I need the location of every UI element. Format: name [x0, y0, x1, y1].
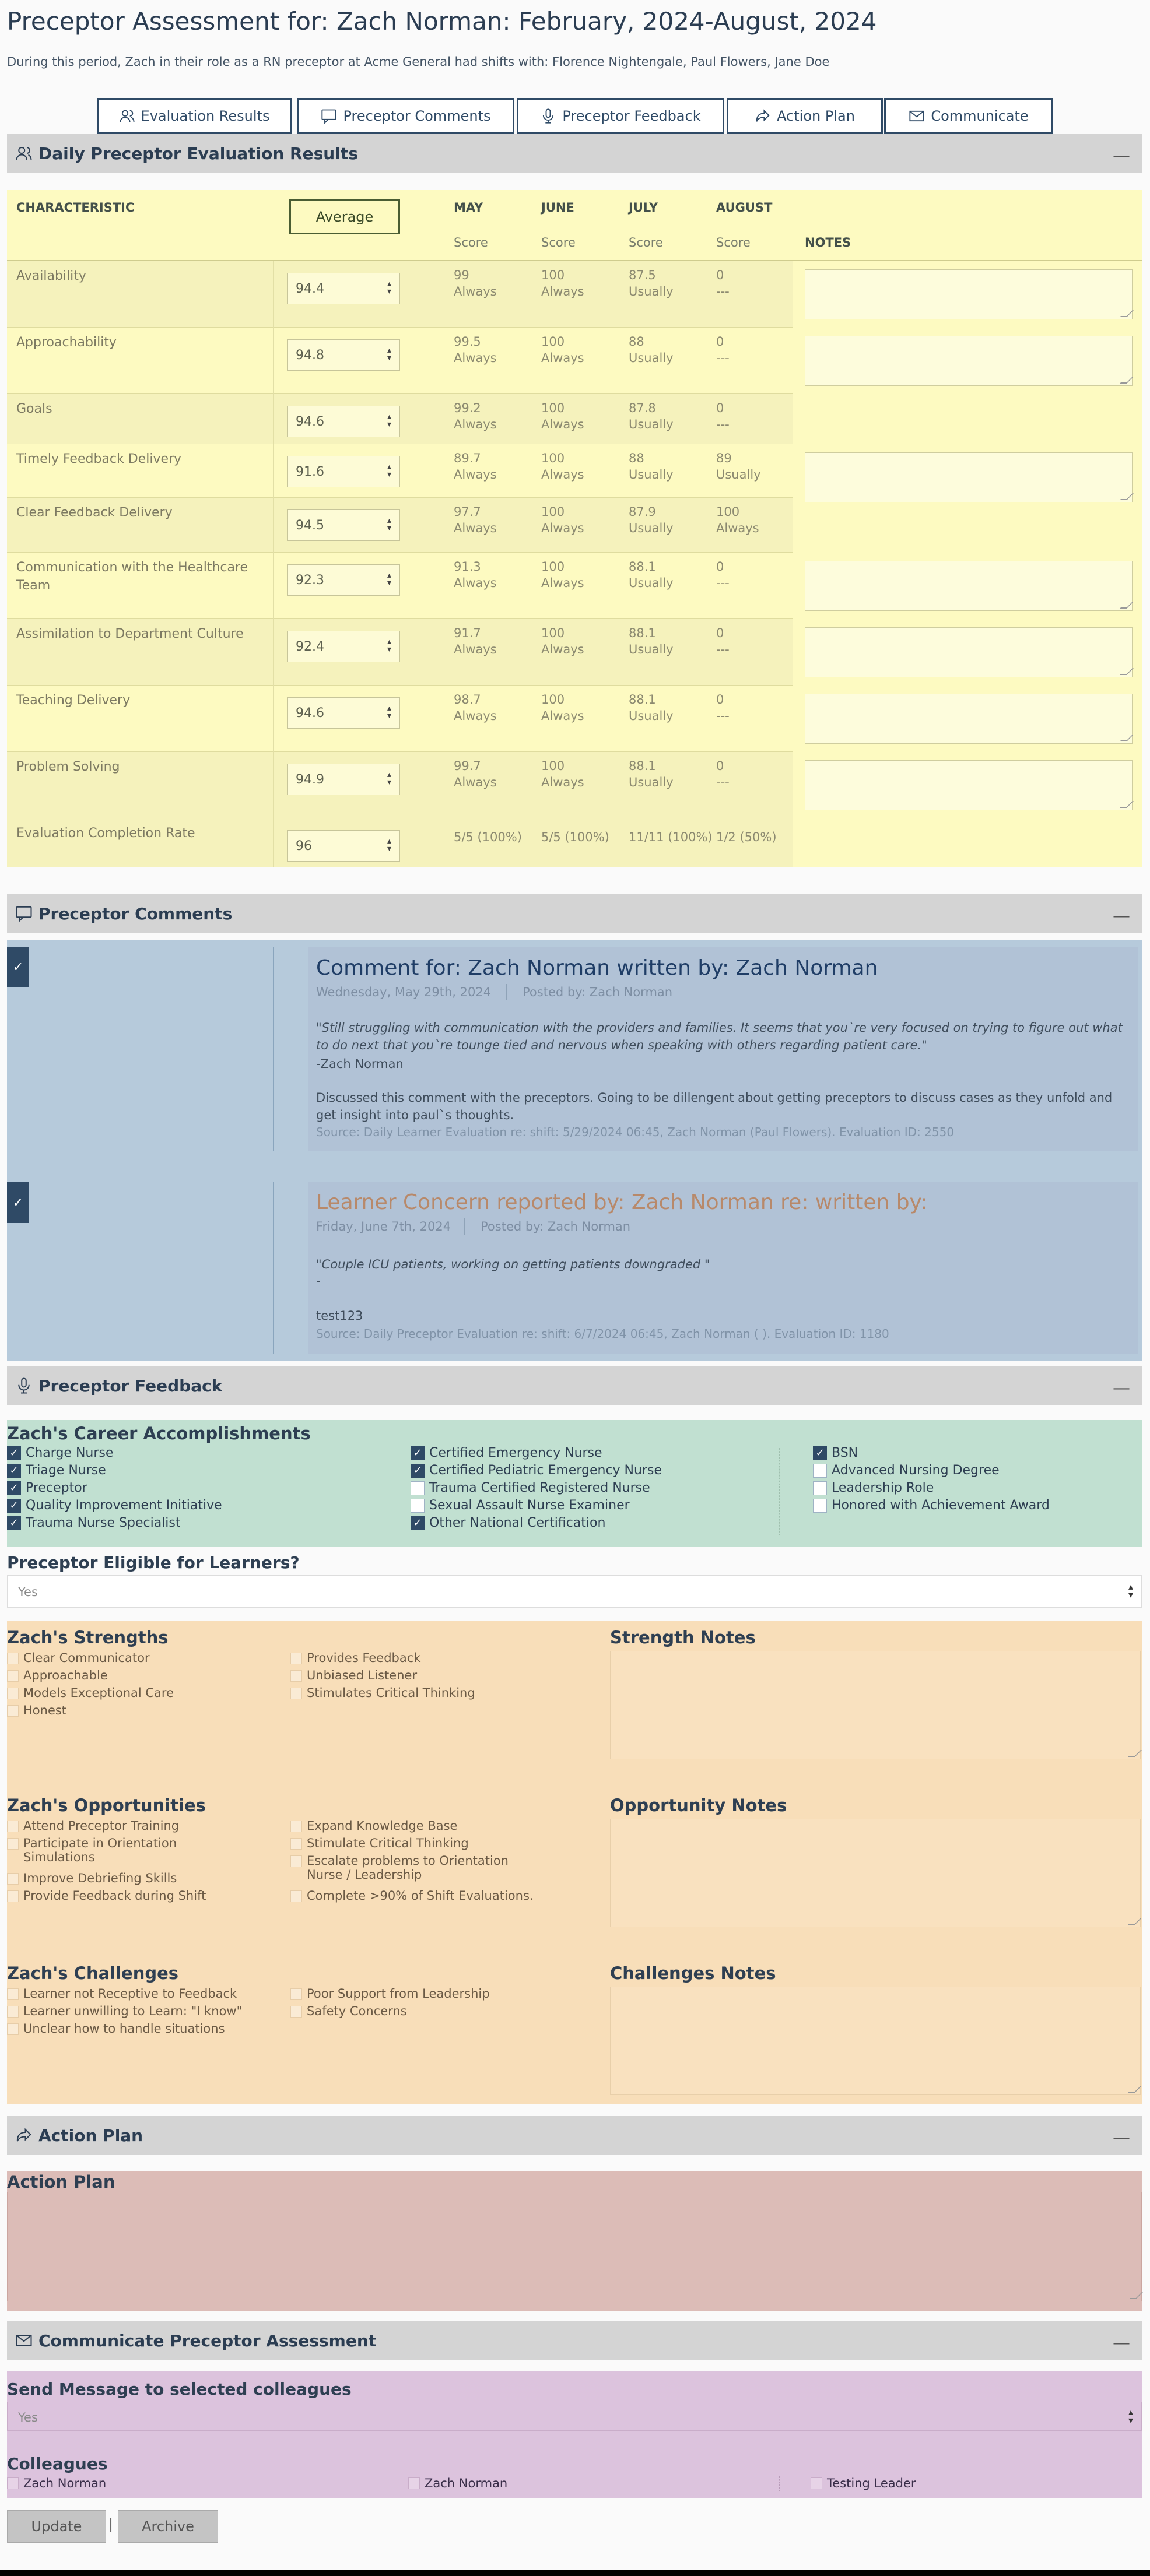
strength-notes-textarea[interactable]	[610, 1651, 1141, 1759]
opportunity-notes-textarea[interactable]	[610, 1819, 1141, 1927]
checkbox-icon	[408, 2477, 420, 2489]
section-title: Preceptor Comments	[38, 904, 233, 923]
strengths-checkbox[interactable]	[290, 1686, 475, 1700]
completion-rate: 11/11 (100%)	[629, 830, 713, 844]
comment-check-icon[interactable]: ✓	[7, 1182, 29, 1223]
characteristic-name: Communication with the Healthcare Team	[16, 560, 248, 593]
completion-rate: 1/2 (50%)	[716, 830, 777, 844]
strengths-title: Zach's Strengths	[7, 1628, 169, 1647]
accomplishment-checkbox[interactable]	[7, 1446, 113, 1460]
colleague-checkbox[interactable]	[408, 2476, 507, 2490]
colleagues-label: Colleagues	[7, 2454, 108, 2473]
checkbox-icon	[7, 1838, 19, 1850]
notes-header: NOTES	[805, 236, 851, 249]
notes-textarea[interactable]	[805, 336, 1133, 386]
checkbox-checked-icon: ✓	[7, 1464, 21, 1478]
checkbox-icon	[290, 1988, 302, 2000]
average-value: 94.9	[296, 772, 324, 787]
checkbox-icon	[7, 1653, 19, 1664]
month-score: 100 Always	[541, 693, 584, 723]
checkbox-icon	[7, 2006, 19, 2018]
score-label: Score	[454, 236, 488, 249]
checkbox-icon	[813, 1464, 827, 1478]
checkbox-icon	[7, 1705, 19, 1717]
average-value: 94.6	[296, 706, 324, 721]
month-score: 0 ---	[716, 335, 730, 365]
characteristic-name: Timely Feedback Delivery	[16, 452, 182, 466]
stepper-icon[interactable]: ▴ ▾	[387, 770, 391, 787]
challenges-checkbox[interactable]	[290, 1987, 490, 2001]
month-score: 100 Always	[541, 759, 584, 789]
column-divider	[779, 1448, 780, 1535]
accomplishment-checkbox[interactable]	[411, 1481, 650, 1495]
challenges-label: Safety Concerns	[307, 2004, 407, 2018]
challenges-label: Unclear how to handle situations	[23, 2022, 225, 2036]
accomplishment-label: Certified Emergency Nurse	[429, 1446, 602, 1460]
colleague-checkbox[interactable]	[811, 2476, 916, 2490]
checkbox-icon	[290, 1688, 302, 1699]
stepper-icon[interactable]: ▴ ▾	[387, 346, 391, 363]
opportunities-label: Expand Knowledge Base	[307, 1819, 458, 1833]
opportunities-title: Zach's Opportunities	[7, 1795, 206, 1815]
opportunities-label: Participate in Orientation Simulations	[23, 1836, 177, 1864]
notes-textarea[interactable]	[805, 627, 1133, 677]
strengths-label: Clear Communicator	[23, 1651, 150, 1665]
accomplishment-checkbox[interactable]	[813, 1481, 934, 1495]
strengths-label: Provides Feedback	[307, 1651, 421, 1665]
section-title: Preceptor Feedback	[38, 1376, 223, 1396]
month-score: 91.7 Always	[454, 626, 497, 656]
select-arrows-icon: ▴ ▾	[1128, 1581, 1133, 1600]
page-subtitle: During this period, Zach in their role as a RN preceptor at Acme General had shifts with: Florence Nightengale, Paul Flowers, Jane Doe	[7, 55, 830, 69]
accomplishment-label: Certified Pediatric Emergency Nurse	[429, 1463, 662, 1478]
colleague-name: Zach Norman	[425, 2476, 508, 2490]
strengths-label: Approachable	[23, 1668, 108, 1682]
stepper-icon[interactable]: ▴ ▾	[387, 704, 391, 721]
characteristic-name: Assimilation to Department Culture	[16, 627, 244, 641]
month-score: 98.7 Always	[454, 693, 497, 723]
month-score: 100 Always	[541, 626, 584, 656]
notes-textarea[interactable]	[805, 269, 1133, 319]
stepper-icon[interactable]: ▴ ▾	[387, 571, 391, 588]
challenges-label: Learner not Receptive to Feedback	[23, 1987, 237, 2001]
month-score: 99.5 Always	[454, 335, 497, 365]
average-value: 92.4	[296, 639, 324, 654]
challenges-checkbox[interactable]	[290, 2004, 407, 2018]
month-score: 91.3 Always	[454, 560, 497, 590]
nav-label: Evaluation Results	[141, 108, 270, 124]
accomplishment-checkbox[interactable]	[7, 1463, 106, 1478]
nav-evaluation-results-button[interactable]	[97, 98, 292, 134]
strength-notes-label: Strength Notes	[610, 1628, 756, 1647]
month-score: 88.1 Usually	[629, 693, 674, 723]
collapse-icon[interactable]: —	[1113, 906, 1130, 926]
section-header-evaluation[interactable]	[7, 134, 1142, 173]
collapse-icon[interactable]: —	[1113, 146, 1130, 166]
strengths-checkbox[interactable]	[7, 1651, 150, 1665]
accomplishment-checkbox[interactable]	[411, 1498, 630, 1513]
month-score: 88.1 Usually	[629, 626, 674, 656]
column-divider	[273, 261, 274, 867]
opportunities-checkbox[interactable]	[7, 1819, 179, 1833]
challenges-notes-label: Challenges Notes	[610, 1963, 776, 1983]
month-header: AUGUST	[716, 201, 773, 215]
send-message-value: Yes	[18, 2410, 38, 2424]
month-score: 0 ---	[716, 268, 730, 298]
comment-posted-by: Posted by: Zach Norman	[523, 985, 673, 999]
average-input[interactable]	[287, 631, 400, 662]
colleague-name: Testing Leader	[827, 2476, 916, 2490]
average-value: 94.5	[296, 518, 324, 533]
section-header-communicate[interactable]	[7, 2321, 1142, 2360]
opportunities-checkbox[interactable]	[290, 1889, 534, 1903]
section-title: Daily Preceptor Evaluation Results	[38, 143, 358, 163]
accomplishment-checkbox[interactable]	[7, 1498, 222, 1513]
checkbox-icon	[7, 1688, 19, 1699]
month-score: 0 ---	[716, 560, 730, 590]
month-score: 0 ---	[716, 759, 730, 789]
comment-card	[308, 947, 1138, 1151]
average-input[interactable]	[287, 830, 400, 862]
comment-title: Comment for: Zach Norman written by: Zach Norman	[316, 956, 878, 980]
microphone-icon	[540, 108, 556, 124]
comment-discussion: Discussed this comment with the preceptors. Going to be dillengent about getting preceptors to discuss cases as they unfold and get insight into paul`s thoughts.	[316, 1091, 1113, 1122]
accomplishment-checkbox[interactable]	[813, 1446, 858, 1460]
strengths-checkbox[interactable]	[7, 1668, 108, 1682]
nav-label: Action Plan	[777, 108, 855, 124]
meta-divider	[464, 1218, 465, 1235]
month-score: 97.7 Always	[454, 505, 497, 535]
checkbox-icon	[7, 1873, 19, 1885]
month-score: 88 Usually	[629, 451, 674, 482]
challenges-checkbox[interactable]	[7, 2022, 225, 2036]
checkbox-icon	[7, 2477, 19, 2489]
average-value: 96	[296, 839, 312, 853]
opportunities-checkbox[interactable]	[290, 1836, 469, 1850]
strengths-checkbox[interactable]	[7, 1703, 66, 1717]
eligible-value: Yes	[18, 1585, 38, 1599]
characteristic-name: Availability	[16, 269, 86, 283]
checkbox-icon	[290, 1821, 302, 1832]
average-input[interactable]	[287, 339, 400, 371]
completion-rate: 5/5 (100%)	[454, 830, 522, 844]
checkbox-icon	[811, 2477, 822, 2489]
strengths-label: Unbiased Listener	[307, 1668, 418, 1682]
checkbox-icon	[813, 1481, 827, 1495]
opportunities-label: Provide Feedback during Shift	[23, 1889, 206, 1903]
month-score: 100 Always	[541, 335, 584, 365]
section-header-feedback[interactable]	[7, 1366, 1142, 1405]
checkbox-checked-icon: ✓	[411, 1464, 425, 1478]
challenges-checkbox[interactable]	[7, 2004, 242, 2018]
checkbox-checked-icon: ✓	[7, 1446, 21, 1460]
accomplishment-label: Quality Improvement Initiative	[26, 1498, 222, 1513]
comment-title: Learner Concern reported by: Zach Norman re: written by:	[316, 1190, 928, 1214]
accomplishment-label: Trauma Certified Registered Nurse	[429, 1481, 650, 1495]
accomplishment-checkbox[interactable]	[813, 1498, 1050, 1513]
comment-author: -	[316, 1274, 321, 1288]
eligible-label: Preceptor Eligible for Learners?	[7, 1553, 300, 1572]
month-score: 100 Always	[541, 560, 584, 590]
characteristic-header: CHARACTERISTIC	[16, 201, 135, 215]
month-header: JULY	[629, 201, 658, 215]
completion-rate: 5/5 (100%)	[541, 830, 609, 844]
accomplishment-label: Charge Nurse	[26, 1446, 114, 1460]
comment-discussion: test123	[316, 1309, 363, 1323]
average-input[interactable]	[287, 509, 400, 541]
checkbox-icon	[7, 1821, 19, 1832]
accomplishment-label: Advanced Nursing Degree	[832, 1463, 1000, 1478]
month-score: 89.7 Always	[454, 451, 497, 482]
checkbox-icon	[7, 1988, 19, 2000]
comment-author: -Zach Norman	[316, 1057, 404, 1071]
average-value: 94.8	[296, 348, 324, 363]
nav-preceptor-comments-button[interactable]	[297, 98, 514, 134]
accomplishment-label: Triage Nurse	[26, 1463, 106, 1478]
opportunities-checkbox[interactable]	[290, 1854, 509, 1882]
envelope-icon	[15, 2332, 33, 2349]
accomplishment-checkbox[interactable]	[411, 1463, 662, 1478]
opportunities-checkbox[interactable]	[7, 1889, 206, 1903]
month-score: 99.7 Always	[454, 759, 497, 789]
comment-icon	[321, 108, 337, 124]
comment-divider	[273, 1182, 274, 1354]
accomplishment-label: Leadership Role	[832, 1481, 934, 1495]
checkbox-icon	[290, 1855, 302, 1867]
notes-textarea[interactable]	[805, 561, 1133, 611]
checkbox-checked-icon: ✓	[411, 1446, 425, 1460]
checkbox-icon	[7, 2023, 19, 2035]
checkbox-checked-icon: ✓	[7, 1516, 21, 1530]
section-title: Action Plan	[38, 2125, 143, 2145]
opportunities-checkbox[interactable]	[7, 1836, 177, 1864]
challenges-label: Poor Support from Leadership	[307, 1987, 490, 2001]
nav-preceptor-feedback-button[interactable]	[517, 98, 724, 134]
share-icon	[15, 2127, 33, 2144]
share-icon	[755, 108, 771, 124]
collapse-icon[interactable]: —	[1113, 2333, 1130, 2353]
column-divider	[779, 2476, 780, 2491]
section-header-comments[interactable]	[7, 894, 1142, 933]
strengths-checkbox[interactable]	[290, 1651, 420, 1665]
notes-textarea[interactable]	[805, 452, 1133, 502]
month-score: 88.1 Usually	[629, 560, 674, 590]
stepper-icon[interactable]: ▴ ▾	[387, 412, 391, 429]
average-value: 94.6	[296, 414, 324, 429]
average-input[interactable]	[287, 564, 400, 596]
checkbox-icon	[290, 1838, 302, 1850]
accomplishment-label: Trauma Nurse Specialist	[26, 1516, 181, 1530]
action-plan-label: Action Plan	[7, 2172, 115, 2192]
month-score: 0 ---	[716, 693, 730, 723]
checkbox-icon	[411, 1481, 425, 1495]
eligible-select[interactable]	[7, 1575, 1142, 1608]
characteristic-name: Problem Solving	[16, 760, 120, 774]
bottom-bar	[0, 2570, 1150, 2576]
nav-label: Communicate	[931, 108, 1029, 124]
accomplishment-label: BSN	[832, 1446, 858, 1460]
month-score: 88.1 Usually	[629, 759, 674, 789]
nav-communicate-button[interactable]	[884, 98, 1053, 134]
checkbox-icon	[7, 1890, 19, 1902]
checkbox-checked-icon: ✓	[411, 1516, 425, 1530]
comment-quote: "Still struggling with communication with the providers and families. It seems that you`re very focused on trying to figure out what to do next that you`re tounge tied and nervous when speaking with others regarding patient care."	[316, 1021, 1123, 1052]
score-label: Score	[541, 236, 576, 249]
month-score: 87.8 Usually	[629, 401, 674, 431]
notes-textarea[interactable]	[805, 694, 1133, 744]
meta-divider	[506, 984, 507, 1000]
opportunities-label: Stimulate Critical Thinking	[307, 1836, 469, 1850]
score-label: Score	[629, 236, 663, 249]
accomplishment-checkbox[interactable]	[411, 1516, 605, 1530]
opportunity-notes-label: Opportunity Notes	[610, 1795, 787, 1815]
comment-date: Wednesday, May 29th, 2024	[316, 985, 492, 999]
month-score: 88 Usually	[629, 335, 674, 365]
send-message-label: Send Message to selected colleagues	[7, 2380, 352, 2399]
month-score: 99 Always	[454, 268, 497, 298]
checkbox-checked-icon: ✓	[7, 1499, 21, 1513]
comment-card	[308, 1182, 1138, 1354]
comment-source: Source: Daily Learner Evaluation re: shift: 5/29/2024 06:45, Zach Norman (Paul Flowers). Evaluation ID: 2550	[316, 1125, 955, 1139]
collapse-icon[interactable]: —	[1113, 1378, 1130, 1398]
characteristic-name: Evaluation Completion Rate	[16, 826, 195, 841]
opportunities-label: Improve Debriefing Skills	[23, 1871, 177, 1885]
checkbox-checked-icon: ✓	[813, 1446, 827, 1460]
notes-textarea[interactable]	[805, 760, 1133, 810]
challenges-label: Learner unwilling to Learn: "I know"	[23, 2004, 243, 2018]
opportunities-label: Attend Preceptor Training	[23, 1819, 180, 1833]
average-value: 94.4	[296, 282, 324, 296]
average-input[interactable]	[287, 764, 400, 795]
average-input[interactable]	[287, 456, 400, 487]
checkbox-icon	[290, 1670, 302, 1682]
stepper-icon[interactable]: ▴ ▾	[387, 516, 391, 533]
opportunities-label: Escalate problems to Orientation Nurse / Leadership	[307, 1854, 509, 1882]
average-input[interactable]	[287, 273, 400, 304]
characteristic-name: Clear Feedback Delivery	[16, 505, 173, 520]
opportunities-checkbox[interactable]	[7, 1871, 177, 1885]
stepper-icon[interactable]: ▴ ▾	[387, 837, 391, 853]
strengths-checkbox[interactable]	[290, 1668, 417, 1682]
envelope-icon	[909, 108, 925, 124]
comment-check-icon[interactable]: ✓	[7, 947, 29, 987]
month-score: 100 Always	[541, 401, 584, 431]
section-title: Communicate Preceptor Assessment	[38, 2331, 377, 2350]
month-score: 100 Always	[541, 505, 584, 535]
characteristic-name: Goals	[16, 402, 52, 416]
nav-label: Preceptor Feedback	[562, 108, 701, 124]
checkbox-icon	[411, 1499, 425, 1513]
select-arrows-icon: ▴ ▾	[1128, 2406, 1133, 2426]
characteristic-name: Teaching Delivery	[16, 693, 131, 708]
accomplishment-label: Preceptor	[26, 1481, 87, 1495]
strengths-checkbox[interactable]	[7, 1686, 174, 1700]
accomplishment-label: Sexual Assault Nurse Examiner	[429, 1498, 630, 1513]
accomplishment-label: Honored with Achievement Award	[832, 1498, 1050, 1513]
checkbox-icon	[290, 1653, 302, 1664]
comment-date: Friday, June 7th, 2024	[316, 1220, 451, 1233]
accomplishment-checkbox[interactable]	[411, 1446, 602, 1460]
colleague-name: Zach Norman	[23, 2476, 107, 2490]
accomplishment-checkbox[interactable]	[7, 1516, 180, 1530]
average-input[interactable]	[287, 406, 400, 437]
average-value: 92.3	[296, 573, 324, 588]
comment-icon	[15, 905, 33, 922]
send-message-select[interactable]	[7, 2402, 1142, 2431]
collapse-icon[interactable]: —	[1113, 2128, 1130, 2148]
month-score: 100 Always	[541, 268, 584, 298]
month-header: JUNE	[541, 201, 574, 215]
strengths-label: Honest	[23, 1703, 67, 1717]
month-score: 89 Usually	[716, 451, 761, 482]
month-score: 0 ---	[716, 626, 730, 656]
month-score: 100 Always	[716, 505, 759, 535]
average-value: 91.6	[296, 465, 324, 479]
month-header: MAY	[454, 201, 483, 215]
strengths-label: Models Exceptional Care	[23, 1686, 174, 1700]
archive-button[interactable]: Archive	[118, 2510, 218, 2543]
action-plan-textarea[interactable]	[7, 2192, 1142, 2301]
comment-source: Source: Daily Preceptor Evaluation re: shift: 6/7/2024 06:45, Zach Norman ( ). Evaluation ID: 1180	[316, 1327, 889, 1341]
accomplishment-checkbox[interactable]	[813, 1463, 1000, 1478]
checkbox-checked-icon: ✓	[7, 1481, 21, 1495]
stepper-icon[interactable]: ▴ ▾	[387, 279, 391, 296]
checkbox-icon	[7, 1670, 19, 1682]
microphone-icon	[15, 1377, 33, 1394]
average-input[interactable]	[287, 697, 400, 729]
page-title: Preceptor Assessment for: Zach Norman: February, 2024-August, 2024	[7, 7, 877, 36]
score-label: Score	[716, 236, 751, 249]
challenges-checkbox[interactable]	[7, 1987, 237, 2001]
colleague-checkbox[interactable]	[7, 2476, 106, 2490]
month-score: 100 Always	[541, 451, 584, 482]
nav-label: Preceptor Comments	[343, 108, 491, 124]
checkbox-icon	[290, 1890, 302, 1902]
button-divider: |	[108, 2516, 114, 2532]
comment-quote: "Couple ICU patients, working on getting patients downgraded "	[316, 1257, 710, 1271]
month-score: 87.9 Usually	[629, 505, 674, 535]
checkbox-icon	[813, 1499, 827, 1513]
opportunities-checkbox[interactable]	[290, 1819, 457, 1833]
people-icon	[15, 145, 33, 162]
month-score: 0 ---	[716, 401, 730, 431]
opportunities-label: Complete >90% of Shift Evaluations.	[307, 1889, 534, 1903]
checkbox-icon	[290, 2006, 302, 2018]
section-header-action-plan[interactable]	[7, 2116, 1142, 2155]
strengths-label: Stimulates Critical Thinking	[307, 1686, 475, 1700]
challenges-notes-textarea[interactable]	[610, 1987, 1141, 2095]
stepper-icon[interactable]: ▴ ▾	[387, 462, 391, 479]
nav-action-plan-button[interactable]	[727, 98, 883, 134]
month-score: 99.2 Always	[454, 401, 497, 431]
accomplishment-checkbox[interactable]	[7, 1481, 87, 1495]
month-score: 87.5 Usually	[629, 268, 674, 298]
people-icon	[119, 108, 135, 124]
challenges-title: Zach's Challenges	[7, 1963, 179, 1983]
stepper-icon[interactable]: ▴ ▾	[387, 637, 391, 654]
average-button[interactable]: Average	[289, 199, 400, 234]
update-button[interactable]: Update	[7, 2510, 106, 2543]
comment-divider	[273, 947, 274, 1151]
comment-posted-by: Posted by: Zach Norman	[481, 1220, 631, 1233]
accomplishments-title: Zach's Career Accomplishments	[7, 1424, 311, 1443]
accomplishment-label: Other National Certification	[429, 1516, 606, 1530]
characteristic-name: Approachability	[16, 335, 117, 350]
